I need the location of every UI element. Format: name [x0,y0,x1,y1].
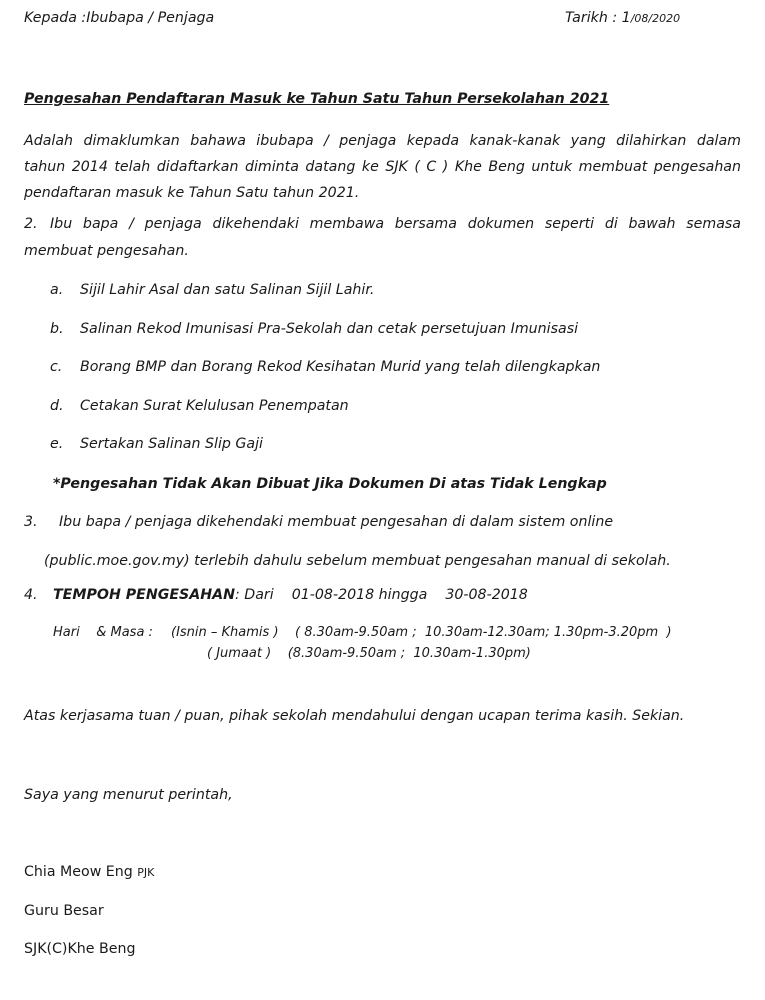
document-item [50,359,600,375]
incomplete-documents-warning: *Pengesahan Tidak Akan Dibuat Jika Dokumen Di atas Tidak Lengkap [53,476,607,492]
document-letter: e. [50,436,64,452]
document-letter: c. [50,359,63,375]
intro-line-2: tahun 2014 telah didaftarkan diminta datang ke SJK ( C ) Khe Beng untuk membuat pengesahan [24,159,741,175]
period-label: TEMPOH PENGESAHAN [53,587,235,603]
document-item [50,398,349,414]
date-value: /08/2020 [630,12,681,25]
intro-line-1: Adalah dimaklumkan bahawa ibubapa / penjaga kepada kanak-kanak yang dilahirkan dalam [24,133,741,149]
intro-line-3: pendaftaran masuk ke Tahun Satu tahun 2021. [24,185,360,201]
point-2-line-1-wrap [50,216,741,232]
document-letter: b. [50,321,64,337]
hari-masa-label: Hari & Masa : [53,625,153,640]
recipient-line: Kepada :Ibubapa / Penjaga [24,10,215,26]
document-item [50,436,263,452]
intro-paragraph [24,128,741,206]
document-text: Sertakan Salinan Slip Gaji [80,436,263,452]
point-2-number: 2. [24,216,38,232]
point-2-line-1: Ibu bapa / penjaga dikehendaki membawa bersama dokumen seperti di bawah semasa [50,216,741,232]
date-label: Tarikh : 1 [565,10,631,26]
period-range: : Dari 01-08-2018 hingga 30-08-2018 [235,587,528,603]
point-3-number: 3. [24,514,38,530]
point-4-period [53,587,528,603]
friday-schedule: ( Jumaat ) (8.30am-9.50am ; 10.30am-1.30pm) [207,646,531,661]
document-item [50,321,578,337]
point-3-line-1: Ibu bapa / penjaga dikehendaki membuat pengesahan di dalam sistem online [59,514,614,530]
point-3-line-2: (public.moe.gov.my) terlebih dahulu sebelum membuat pengesahan manual di sekolah. [44,553,671,569]
point-4-number: 4. [24,587,38,603]
document-text: Cetakan Surat Kelulusan Penempatan [80,398,349,414]
point-2-line-2: membuat pengesahan. [24,243,189,259]
signatory-name: Chia Meow Eng [24,864,133,880]
sign-off: Saya yang menurut perintah, [24,787,233,803]
date-line [565,10,680,26]
document-item [50,282,374,298]
document-letter: a. [50,282,64,298]
document-text: Salinan Rekod Imunisasi Pra-Sekolah dan cetak persetujuan Imunisasi [80,321,579,337]
document-letter: d. [50,398,64,414]
document-text: Sijil Lahir Asal dan satu Salinan Sijil Lahir. [80,282,375,298]
signatory-name-line [24,864,154,880]
school-name: SJK(C)Khe Beng [24,941,136,957]
weekday-schedule: (Isnin – Khamis ) ( 8.30am-9.50am ; 10.30am-12.30am; 1.30pm-3.20pm ) [171,625,672,640]
signatory-honorific: PJK [137,866,155,879]
document-text: Borang BMP dan Borang Rekod Kesihatan Murid yang telah dilengkapkan [80,359,601,375]
signatory-position: Guru Besar [24,903,104,919]
closing-remark: Atas kerjasama tuan / puan, pihak sekolah mendahului dengan ucapan terima kasih. Sekian. [24,708,685,724]
letter-title: Pengesahan Pendaftaran Masuk ke Tahun Satu Tahun Persekolahan 2021 [24,91,610,107]
